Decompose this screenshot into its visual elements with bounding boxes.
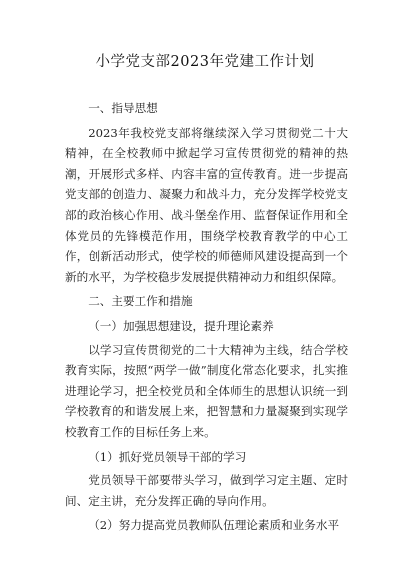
document-body <box>65 96 348 539</box>
subsection-heading-ideological-building: （一）加强思想建设，提升理论素养 <box>88 318 274 333</box>
paragraph-leader-study: 党员领导干部要带头学习，做到学习定主题、定时间、定主讲，充分发挥正确的导向作用。 <box>65 473 348 508</box>
document-title: 小学党支部2023年党建工作计划 <box>95 54 315 70</box>
paragraph-ideological-building: 以学习宣传贯彻党的二十大精神为主线，结合学校教育实际，按照“两学一做”制度化常态化要求，扎实推进理论学习，把全校党员和全体师生的思想认识统一到学校教育的和谐发展上来，把智慧和力量凝聚到实现学校教育工作的目标任务上来。 <box>65 342 348 439</box>
section-heading-guiding-ideology: 一、指导思想 <box>88 101 158 115</box>
paragraph-guiding-ideology: 2023年我校党支部将继续深入学习贯彻党二十大精神，在全校教师中掀起学习宣传贯彻党的精神的热潮，开展形式多样、内容丰富的宣传教育。进一步提高党支部的创造力、凝聚力和战斗力，充分发挥学校党支部的政治核心作用、战斗堡垒作用、监督保证作用和全体党员的先锋模范作用，围绕学校教育教学的中心工作，创新活动形式，使学校的师德师风建设提高到一个新的水平，为学校稳步发展提供精神动力和组织保障。 <box>65 125 348 284</box>
item-heading-teacher-quality: （2）努力提高党员教师队伍理论素质和业务水平 <box>88 518 340 533</box>
item-heading-leader-study: （1）抓好党员领导干部的学习 <box>88 449 247 464</box>
section-heading-main-work: 二、主要工作和措施 <box>88 294 193 309</box>
